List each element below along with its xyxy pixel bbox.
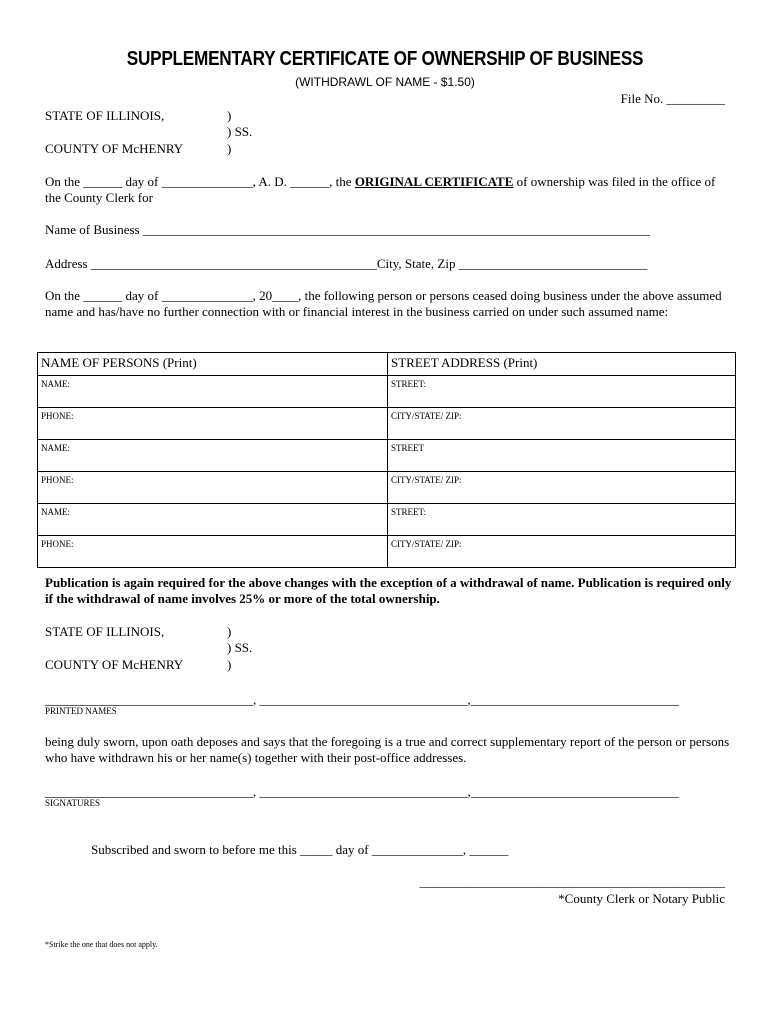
file-number: File No. _________	[620, 91, 725, 106]
filed-text-part2: of ownership was filed in the office of the County Clerk for	[45, 174, 716, 205]
signatures-label: SIGNATURES	[45, 798, 101, 808]
venue-state: STATE OF ILLINOIS,	[45, 624, 165, 639]
original-certificate-emphasis: ORIGINAL CERTIFICATE	[354, 174, 514, 189]
table-row	[38, 376, 736, 408]
printed-names-label: PRINTED NAMES	[45, 706, 117, 716]
venue-paren: )	[227, 108, 232, 123]
city-state-zip-cell[interactable]: CITY/STATE/ ZIP:	[388, 472, 736, 504]
table-header-row	[38, 353, 736, 376]
venue-state: STATE OF ILLINOIS,	[45, 108, 165, 123]
persons-table	[37, 352, 736, 568]
venue-paren: )	[227, 657, 232, 672]
street-cell[interactable]: STREET:	[388, 376, 736, 408]
table-row	[38, 440, 736, 472]
venue-paren: )	[227, 624, 232, 639]
clerk-signature-line[interactable]: _______________________________________________	[419, 874, 725, 889]
table-row	[38, 536, 736, 568]
phone-cell[interactable]: PHONE:	[38, 472, 388, 504]
street-cell[interactable]: STREET:	[388, 504, 736, 536]
publication-notice: Publication is again required for the above changes with the exception of a withdrawal of name. Publication is required only if the withdrawal of name involves 25% or more of the total ownership.	[45, 575, 732, 606]
column-header-addresses: STREET ADDRESS (Print)	[388, 353, 736, 376]
city-state-zip-cell[interactable]: CITY/STATE/ ZIP:	[388, 408, 736, 440]
document-subtitle: (WITHDRAWL OF NAME - $1.50)	[295, 75, 475, 89]
oath-statement: being duly sworn, upon oath deposes and says that the foregoing is a true and correct supplementary report of the person or persons who have withdrawn his or her name(s) together with their post-office addresses.	[45, 734, 730, 765]
name-cell[interactable]: NAME:	[38, 376, 388, 408]
name-cell[interactable]: NAME:	[38, 504, 388, 536]
name-cell[interactable]: NAME:	[38, 440, 388, 472]
subscribed-statement: Subscribed and sworn to before me this _____ day of ______________, ______	[91, 842, 509, 857]
venue-county: COUNTY OF McHENRY	[45, 141, 184, 156]
footnote: *Strike the one that does not apply.	[45, 940, 158, 949]
printed-names-line[interactable]: ________________________________, ________________________________,________________________________	[45, 692, 679, 707]
document-title: SUPPLEMENTARY CERTIFICATE OF OWNERSHIP OF BUSINESS	[126, 48, 644, 70]
street-cell[interactable]: STREET	[388, 440, 736, 472]
venue-ss: ) SS.	[227, 124, 253, 139]
table-row	[38, 472, 736, 504]
table-row	[38, 504, 736, 536]
column-header-names: NAME OF PERSONS (Print)	[38, 353, 388, 376]
ceased-statement: On the ______ day of ______________, 20____, the following person or persons ceased doing business under the above assumed name and has/have no further connection with or financial interest in the business carried on under such assumed name:	[45, 288, 722, 319]
signatures-line[interactable]: ________________________________, ________________________________,________________________________	[45, 784, 679, 799]
venue-county: COUNTY OF McHENRY	[45, 657, 184, 672]
business-name-field[interactable]: Name of Business ______________________________________________________________________________	[45, 222, 650, 237]
table-row	[38, 408, 736, 440]
city-state-zip-cell[interactable]: CITY/STATE/ ZIP:	[388, 536, 736, 568]
phone-cell[interactable]: PHONE:	[38, 408, 388, 440]
address-field[interactable]: Address ____________________________________________City, State, Zip _____________________________	[45, 256, 648, 271]
original-filed-statement	[45, 174, 730, 206]
clerk-label: *County Clerk or Notary Public	[558, 891, 725, 906]
phone-cell[interactable]: PHONE:	[38, 536, 388, 568]
venue-ss: ) SS.	[227, 640, 253, 655]
filed-text-part1: On the ______ day of ______________, A. D. ______, the	[45, 174, 355, 189]
venue-paren: )	[227, 141, 232, 156]
